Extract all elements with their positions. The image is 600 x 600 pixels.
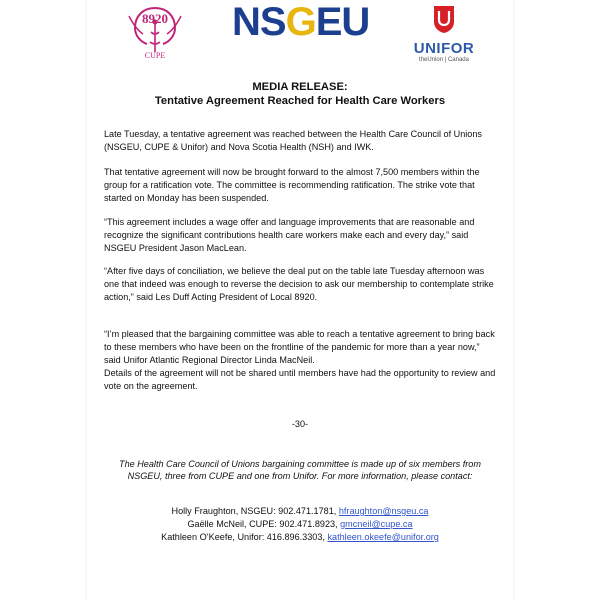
logo-bar	[0, 0, 600, 68]
release-title: Tentative Agreement Reached for Health Care Workers	[154, 95, 446, 107]
contact-unifor-text: Kathleen O’Keefe, Unifor: 416.896.3303,	[161, 532, 328, 542]
paragraph-1: Late Tuesday, a tentative agreement was reached between the Health Care Council of Unions (NSGEU, CUPE & Unifor) and Nova Scotia Health (NSH) and IWK.	[104, 129, 482, 152]
paragraph-4: “After five days of conciliation, we believe the deal put on the table late Tuesday afternoon was one that indeed was enough to reverse the decision to ask our membership to contemplate strike action,” said Les Duff Acting President of Local 8920.	[104, 266, 494, 302]
contact-line-cupe	[0, 518, 600, 531]
end-mark: -30-	[291, 419, 309, 429]
nsgeu-logo	[232, 2, 369, 42]
committee-note: The Health Care Council of Unions bargaining committee is made up of six members from NSGEU, three from CUPE and one from Unifor. For more information, please contact:	[119, 459, 481, 481]
release-label: MEDIA RELEASE:	[252, 81, 348, 93]
unifor-wordmark: UNIFOR	[413, 40, 475, 57]
contact-cupe-email-link[interactable]: gmcneil@cupe.ca	[340, 519, 413, 529]
paragraph-3: “This agreement includes a wage offer and language improvements that are reasonable and recognize the significant contributions health care workers make each and every day,” said NSGEU President Jason MacLean.	[104, 217, 475, 253]
paragraph-2: That tentative agreement will now be brought forward to the almost 7,500 members within the group for a ratification vote. The committee is recommending ratification. The strike vote that started on Monday has been suspended.	[104, 167, 480, 203]
cupe-logo	[123, 2, 187, 62]
contact-unifor-email-link[interactable]: kathleen.okeefe@unifor.org	[327, 532, 439, 542]
cupe-local-number: 8920	[142, 11, 168, 26]
contact-nsgeu-text: Holly Fraughton, NSGEU: 902.471.1781,	[171, 506, 339, 516]
contact-nsgeu-email-link[interactable]: hfraughton@nsgeu.ca	[338, 506, 429, 516]
paragraph-6: Details of the agreement will not be shared until members have had the opportunity to review and vote on the agreement.	[104, 368, 496, 391]
unifor-tagline: theUnion | Canada	[419, 57, 469, 63]
unifor-shield-icon	[432, 4, 456, 34]
nsgeu-logo-eu: EU	[315, 0, 370, 44]
paragraph-5: “I’m pleased that the bargaining committee was able to reach a tentative agreement to bring back to these members who have been on the frontline of the pandemic for more than a year now,” said Unifor Atlantic Regional Director Linda MacNeil.	[104, 329, 495, 365]
unifor-logo	[408, 4, 480, 64]
contact-line-unifor	[0, 531, 600, 544]
nsgeu-logo-g: G	[285, 0, 316, 44]
contact-cupe-text: Gaëlle McNeil, CUPE: 902.471.8923,	[187, 519, 341, 529]
nsgeu-logo-ns: NS	[232, 0, 286, 44]
cupe-name: CUPE	[144, 51, 166, 60]
contact-line-nsgeu	[0, 505, 600, 518]
